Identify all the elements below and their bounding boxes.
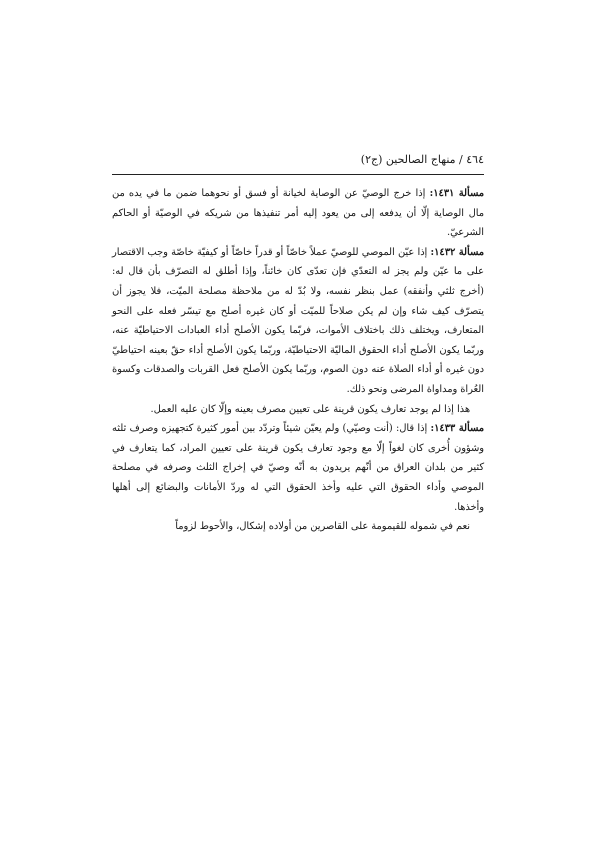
paragraph-note [112, 400, 484, 420]
paragraph-text: إذا خرج الوصيّ عن الوصاية لخيانة أو فسق أو نحوهما ضمن ما في يده من مال الوصاية إلّا أن يدفعه إلى من يعود إليه أمر تنفيذها من شريكه في الوصيّة أو الحاكم الشرعيّ. [112, 188, 484, 239]
header-rule [112, 174, 484, 175]
paragraph-issue-1432 [112, 243, 484, 400]
paragraph-text: إذا عيّن الموصي للوصيّ عملاً خاصّاً أو قدراً خاصّاً أو كيفيّة خاصّة وجب الاقتصار على ما عيّن ولم يجز له التعدّي فإن تعدّى كان خائناً، وإذا أطلق له التصرّف بأن قال له: (أخرج ثلثي وأنفقه) عمل بنظر نفسه، ولا بُدّ له من ملاحظة مصلحة الميّت، فلا يجوز أن يتصرّف كيف شاء وإن لم يكن صلاحاً للميّت أو كان غيره أصلح مع تيسّر فعله على النحو المتعارف، ويختلف ذلك باختلاف الأموات، فربّما يكون الأصلح أداء العبادات الاحتياطيّة عنه، وربّما يكون الأصلح أداء الحقوق الماليّة الاحتياطيّة، وربّما يكون الأصلح أداء حقّ بعينه احتياطيّ دون غيره أو أداء الصلاة عنه دون الصوم، وربّما يكون الأصلح فعل القربات والصدقات وكسوة العُراة ومداواة المرضى ونحو ذلك. [112, 246, 484, 395]
paragraph-issue-1433 [112, 419, 484, 517]
issue-label: مسألة ١٤٣٢: [430, 246, 484, 258]
paragraph-issue-1431 [112, 184, 484, 243]
paragraph-continuation [112, 517, 484, 537]
paragraph-text: نعم في شموله للقيمومة على القاصرين من أولاده إشكال، والأحوط لزوماً [175, 521, 470, 533]
body-text [112, 184, 484, 537]
issue-label: مسألة ١٤٣١: [429, 188, 484, 199]
header-separator: / [459, 153, 463, 166]
book-title: منهاج الصالحين (ج٢) [360, 153, 456, 166]
page-number: ٤٦٤ [466, 153, 484, 166]
paragraph-text: هذا إذا لم يوجد تعارف يكون قرينة على تعيين مصرف بعينه وإلّا كان عليه العمل. [150, 403, 470, 415]
paragraph-text: إذا قال: (أنت وصيّي) ولم يعيّن شيئاً وتردّد بين أمور كثيرة كتجهيزه وصرف ثلثه وشؤون أُخرى كان لغواً إلّا مع وجود تعارف يكون قرينة على تعيين المراد، كما يتعارف في كثير من بلدان العراق من أنّهم يريدون به أنّه وصيّ في إخراج الثلث وصرفه في مصلحة الموصي وأداء الحقوق التي عليه وأخذ الحقوق التي له وردّ الأمانات والبضائع إلى أهلها وأخذها. [112, 423, 484, 513]
issue-label: مسألة ١٤٣٣: [430, 423, 484, 435]
running-header [112, 151, 484, 169]
